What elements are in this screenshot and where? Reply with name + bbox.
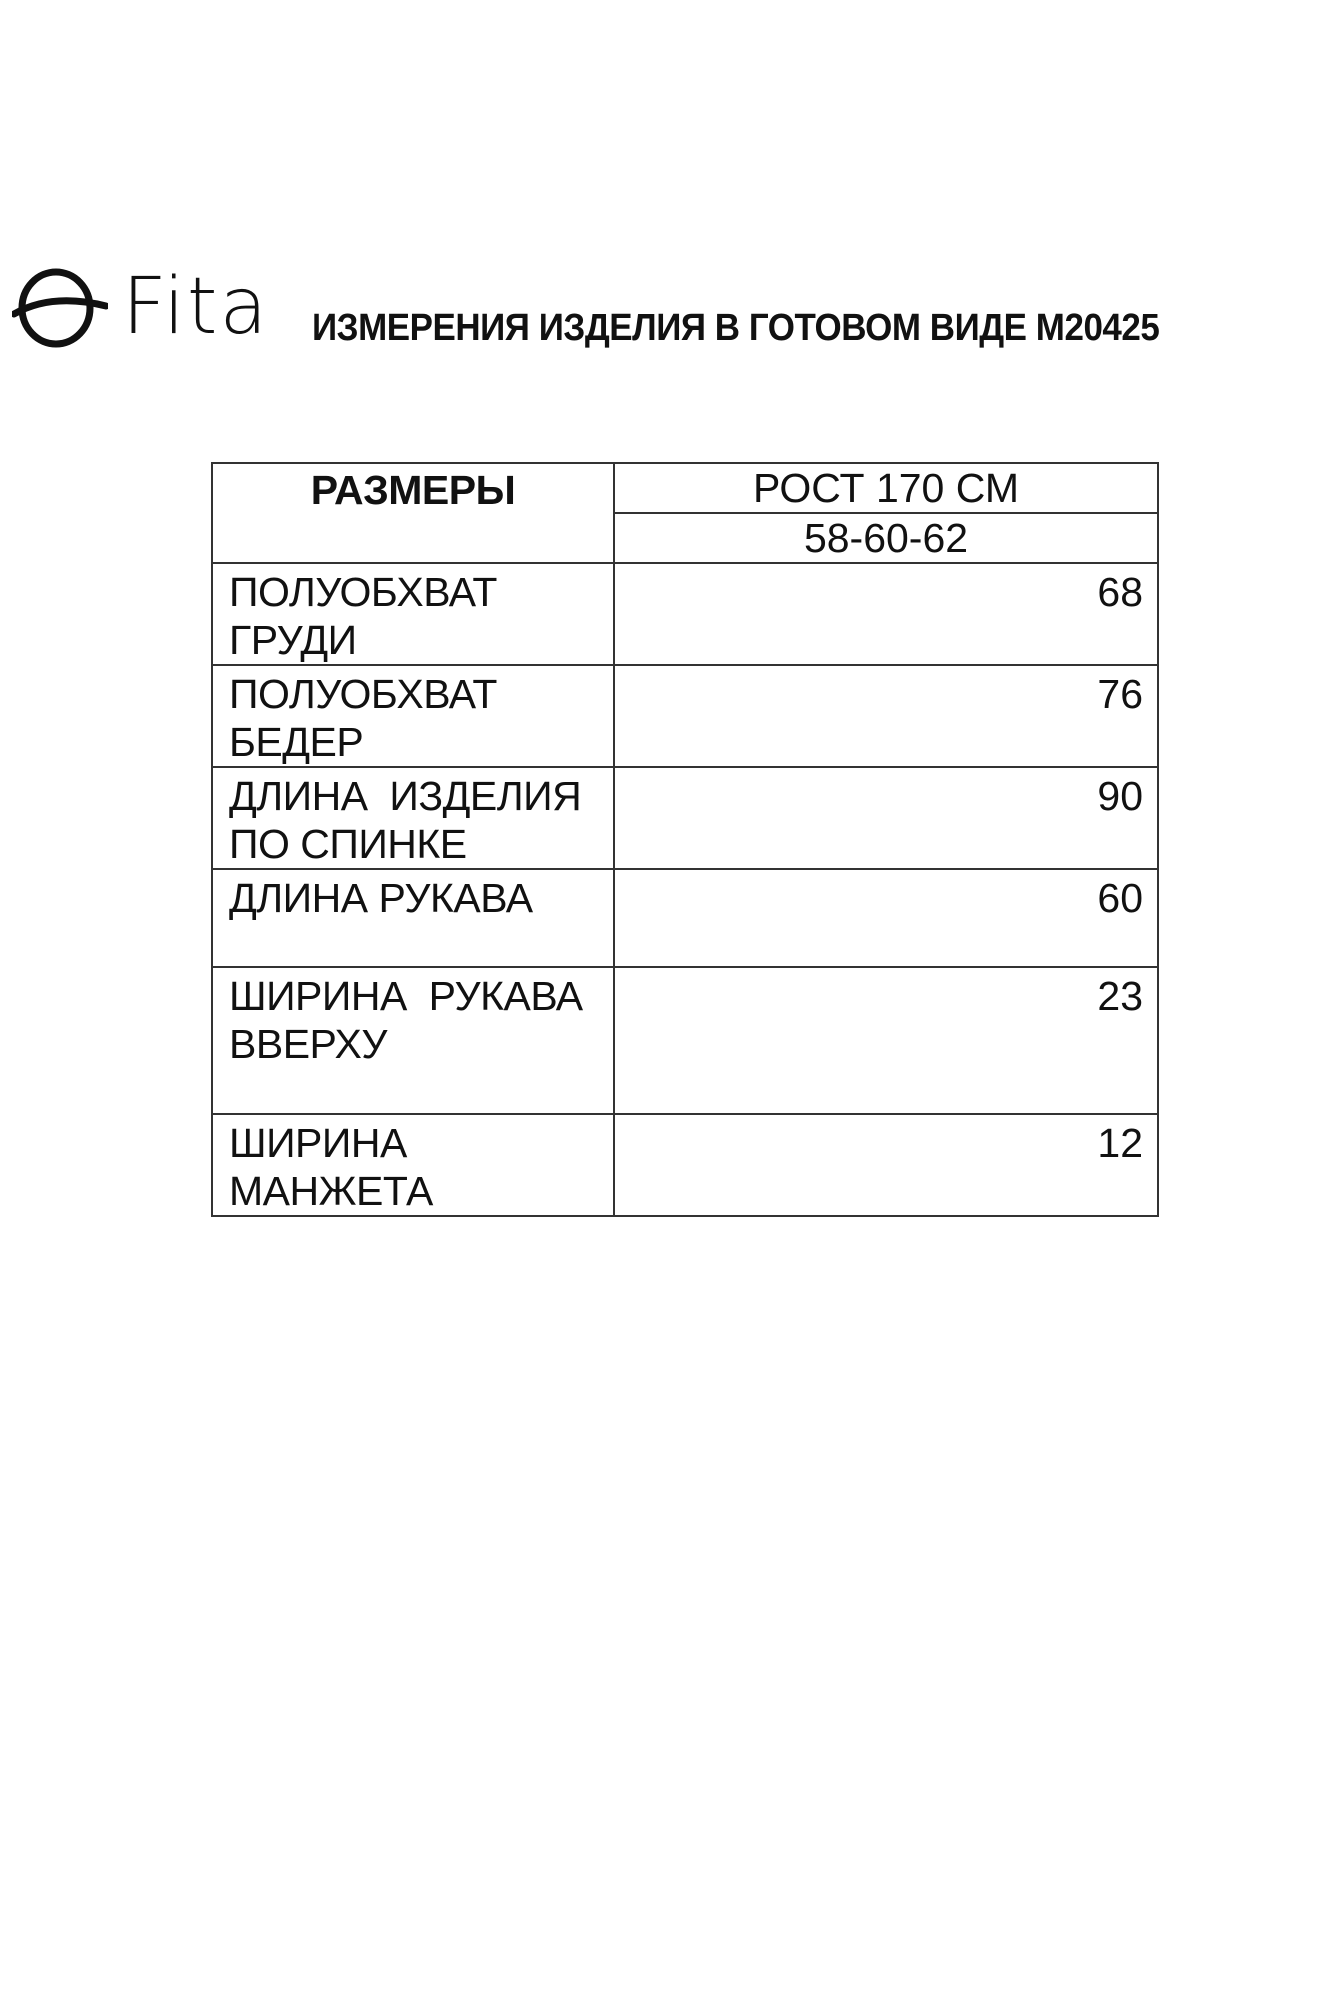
label-line: БЕДЕР [229, 719, 364, 765]
measurement-label [212, 1114, 614, 1216]
measurement-label [212, 967, 614, 1114]
label-line: ПОЛУОБХВАТ [229, 569, 497, 615]
measurement-value: 60 [614, 869, 1158, 967]
measurement-value: 12 [614, 1114, 1158, 1216]
table-row [212, 1114, 1158, 1216]
measurement-label [212, 767, 614, 869]
measurement-value: 23 [614, 967, 1158, 1114]
table-row [212, 665, 1158, 767]
table-row [212, 563, 1158, 665]
label-line: МАНЖЕТА [229, 1168, 433, 1214]
fita-theta-logo-icon [12, 262, 108, 352]
table-row [212, 869, 1158, 967]
brand-name: Fita [122, 262, 270, 352]
label-line: ДЛИНА РУКАВА [229, 875, 533, 921]
brand-logo [12, 262, 269, 352]
table-row [212, 767, 1158, 869]
measurement-value: 90 [614, 767, 1158, 869]
sizes-header-cell: РАЗМЕРЫ [212, 463, 614, 563]
page-title: ИЗМЕРЕНИЯ ИЗДЕЛИЯ В ГОТОВОМ ВИДЕ М20425 [312, 307, 1160, 349]
label-line: ВВЕРХУ [229, 1021, 387, 1067]
page-header [12, 262, 1322, 352]
label-line: ПО СПИНКЕ [229, 821, 467, 867]
table-row [212, 967, 1158, 1114]
measurement-value: 68 [614, 563, 1158, 665]
height-header-cell: РОСТ 170 СМ [614, 463, 1158, 513]
label-line: ШИРИНА [229, 1120, 407, 1166]
label-line: ДЛИНА ИЗДЕЛИЯ [229, 773, 582, 819]
label-line: ГРУДИ [229, 617, 357, 663]
measurement-label [212, 563, 614, 665]
label-line: ПОЛУОБХВАТ [229, 671, 497, 717]
table-header-row [212, 463, 1158, 513]
measurement-label [212, 665, 614, 767]
label-line: ШИРИНА РУКАВА [229, 973, 583, 1019]
measurements-table [211, 462, 1159, 1217]
size-range-cell: 58-60-62 [614, 513, 1158, 563]
measurement-value: 76 [614, 665, 1158, 767]
measurement-label [212, 869, 614, 967]
